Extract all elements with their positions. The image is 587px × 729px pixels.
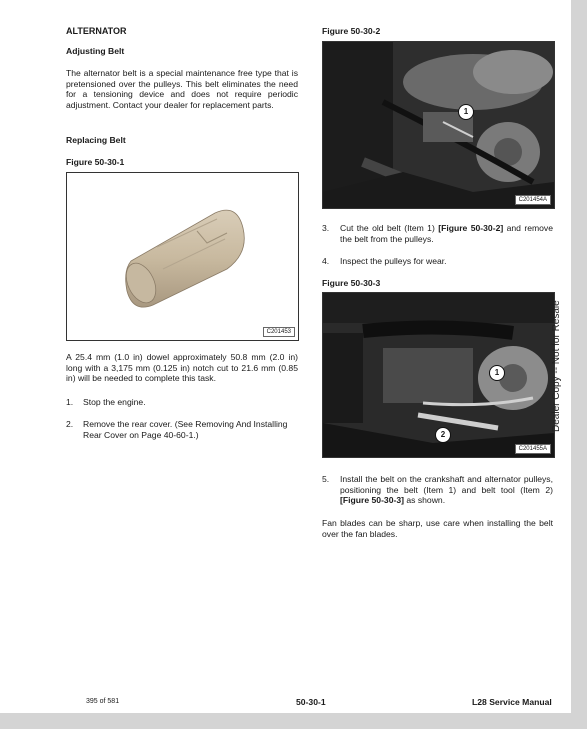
step-3-text-b: and remove the belt from the pulleys. [340, 223, 553, 244]
step-2-text: Remove the rear cover. (See Removing And Installing Rear Cover on Page 40-60-1.) [83, 419, 288, 440]
dealer-copy-watermark: Dealer Copy -- Not for Resale [551, 300, 562, 432]
figure-50-30-3-title: Figure 50-30-3 [322, 278, 381, 288]
figure-50-30-3-caption: C201455A [515, 444, 551, 454]
viewer-bottom-edge [0, 713, 587, 729]
step-5-text [340, 474, 553, 506]
figure-50-30-3-callout-1: 1 [489, 365, 505, 381]
step-3-number: 3. [322, 223, 330, 233]
figure-50-30-1-image [66, 172, 299, 341]
section-page-number: 50-30-1 [296, 697, 326, 707]
figure-50-30-3-image [322, 292, 555, 458]
figure-50-30-2-callout-1: 1 [458, 104, 474, 120]
wooden-dowel-illustration [67, 173, 298, 340]
figure-50-30-2-image [322, 41, 555, 209]
step-5-text-b: as shown. [404, 495, 446, 506]
step-5-text-a: Install the belt on the crankshaft and alternator pulleys, positioning the belt (Item 1) and belt tool (Item 2) [340, 474, 553, 495]
viewer-right-edge [571, 0, 587, 729]
replacing-belt-heading: Replacing Belt [66, 135, 126, 145]
step-3-text-a: Cut the old belt (Item 1) [340, 223, 439, 233]
step-4-number: 4. [322, 256, 330, 266]
step-4-text: Inspect the pulleys for wear. [340, 256, 447, 266]
dowel-requirement-text: A 25.4 mm (1.0 in) dowel approximately 50.8 mm (2.0 in) long with a 3,175 mm (0.125 in) notch cut to 21.6 mm (0.85 in) will be needed to complete this task. [66, 352, 298, 384]
step-5-number: 5. [322, 474, 330, 484]
step-2-number: 2. [66, 419, 74, 429]
step-3-figure-ref: [Figure 50-30-2] [438, 223, 504, 233]
engine-compartment-photo [323, 42, 554, 208]
adjusting-belt-text: The alternator belt is a special maintenance free type that is pretensioned over the pulleys. This belt eliminates the need for a tensioning device and does not require periodic adjustment. Contact your dealer for replacement parts. [66, 68, 298, 110]
fan-blade-warning: Fan blades can be sharp, use care when installing the belt over the fan blades. [322, 518, 553, 539]
step-5-figure-ref: [Figure 50-30-3] [340, 495, 404, 506]
adjusting-belt-heading: Adjusting Belt [66, 46, 125, 56]
step-1-text: Stop the engine. [83, 397, 146, 407]
figure-50-30-1-caption: C201453 [263, 327, 295, 337]
pdf-page-count: 395 of 581 [86, 698, 120, 705]
step-1-number: 1. [66, 397, 74, 407]
manual-title: L28 Service Manual [472, 697, 552, 707]
figure-50-30-2-caption: C201454A [515, 195, 551, 205]
figure-50-30-1-title: Figure 50-30-1 [66, 157, 125, 167]
figure-50-30-2-title: Figure 50-30-2 [322, 26, 381, 36]
figure-50-30-3-callout-2: 2 [435, 427, 451, 443]
section-title: ALTERNATOR [66, 26, 127, 36]
step-3-text [340, 223, 553, 244]
